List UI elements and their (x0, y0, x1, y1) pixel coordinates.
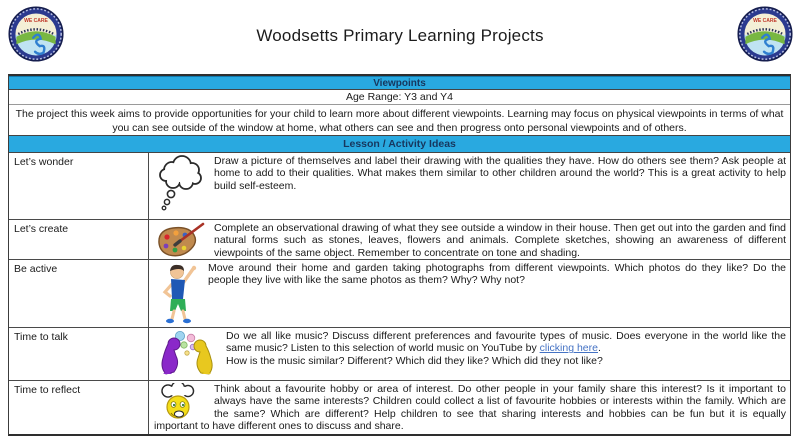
activity-text: Do we all like music? Discuss different preferences and favourite types of music. Does everyone in the world like the same music? Listen to this selection of world music on YouTube by (226, 330, 786, 355)
activity-content (149, 260, 790, 327)
activity-row-time-to-talk (9, 328, 790, 381)
activity-label: Be active (9, 260, 149, 327)
activity-label: Time to talk (9, 328, 149, 380)
activity-content (149, 220, 790, 259)
active-boy-icon (155, 262, 201, 326)
activity-row-time-to-reflect (9, 381, 790, 434)
page-title: Woodsetts Primary Learning Projects (256, 26, 544, 45)
activity-row-lets-wonder (9, 153, 790, 220)
activity-label: Let’s create (9, 220, 149, 259)
activity-content (149, 381, 790, 434)
activity-text: Complete an observational drawing of what they see outside a window in their house. Then get out into the garden and find natural forms such as stones, leaves, flowers and animals. Complete sketches, showing an awareness of different viewpoints of the same object. Remember to concentrate on tone and shading. (214, 222, 786, 259)
talking-people-icon (155, 330, 219, 377)
school-crest-icon (737, 6, 793, 62)
activity-label: Time to reflect (9, 381, 149, 434)
activity-row-be-active (9, 260, 790, 328)
thought-bubble-icon (155, 155, 207, 213)
activity-text: Move around their home and garden taking photographs from different viewpoints. Which photos do they like? Do the people they live with like the same photos as them? Why? Why not? (208, 262, 786, 287)
clicking-here-link[interactable]: clicking here (539, 342, 598, 355)
learning-project-table (8, 74, 791, 436)
age-range-row: Age Range: Y3 and Y4 (9, 90, 790, 105)
activity-text: Think about a favourite hobby or area of interest. Do other people in your family share this interest? Is it important to always have the same interests? Children could collect a list of favourite hobbies or interests within the family. Which are the same? Which are different? Help children to see that sharing interests and hobbies can be fun but it is equally important to have different ones to discuss and share. (154, 383, 786, 433)
page-header (0, 0, 800, 72)
logo-motto-text: WE CARE (24, 17, 48, 24)
activity-label: Let’s wonder (9, 153, 149, 219)
project-description: The project this week aims to provide opportunities for your child to learn more about different viewpoints. Learning may focus on physical viewpoints in terms of what you can see outside of the window at home, what others can see and then progress onto personal viewpoints and of others. (9, 105, 790, 136)
activity-content (149, 153, 790, 219)
activity-text: . (597, 342, 601, 355)
activity-content (149, 328, 790, 380)
section-header: Lesson / Activity Ideas (9, 136, 790, 153)
activity-text: Draw a picture of themselves and label their drawing with the qualities they have. How do others see them? Ask people at home to add to their qualities. What makes them similar to other children around the world? This is a great activity to help build self-esteem. (214, 155, 786, 192)
activity-row-lets-create (9, 220, 790, 260)
paint-palette-icon (155, 222, 207, 259)
topic-header: Viewpoints (9, 76, 790, 90)
thinking-face-icon (155, 383, 207, 419)
logo-motto-text: WE CARE (753, 17, 777, 24)
activity-text: How is the music similar? Different? Which did they like? Which did they not like? (226, 354, 603, 367)
